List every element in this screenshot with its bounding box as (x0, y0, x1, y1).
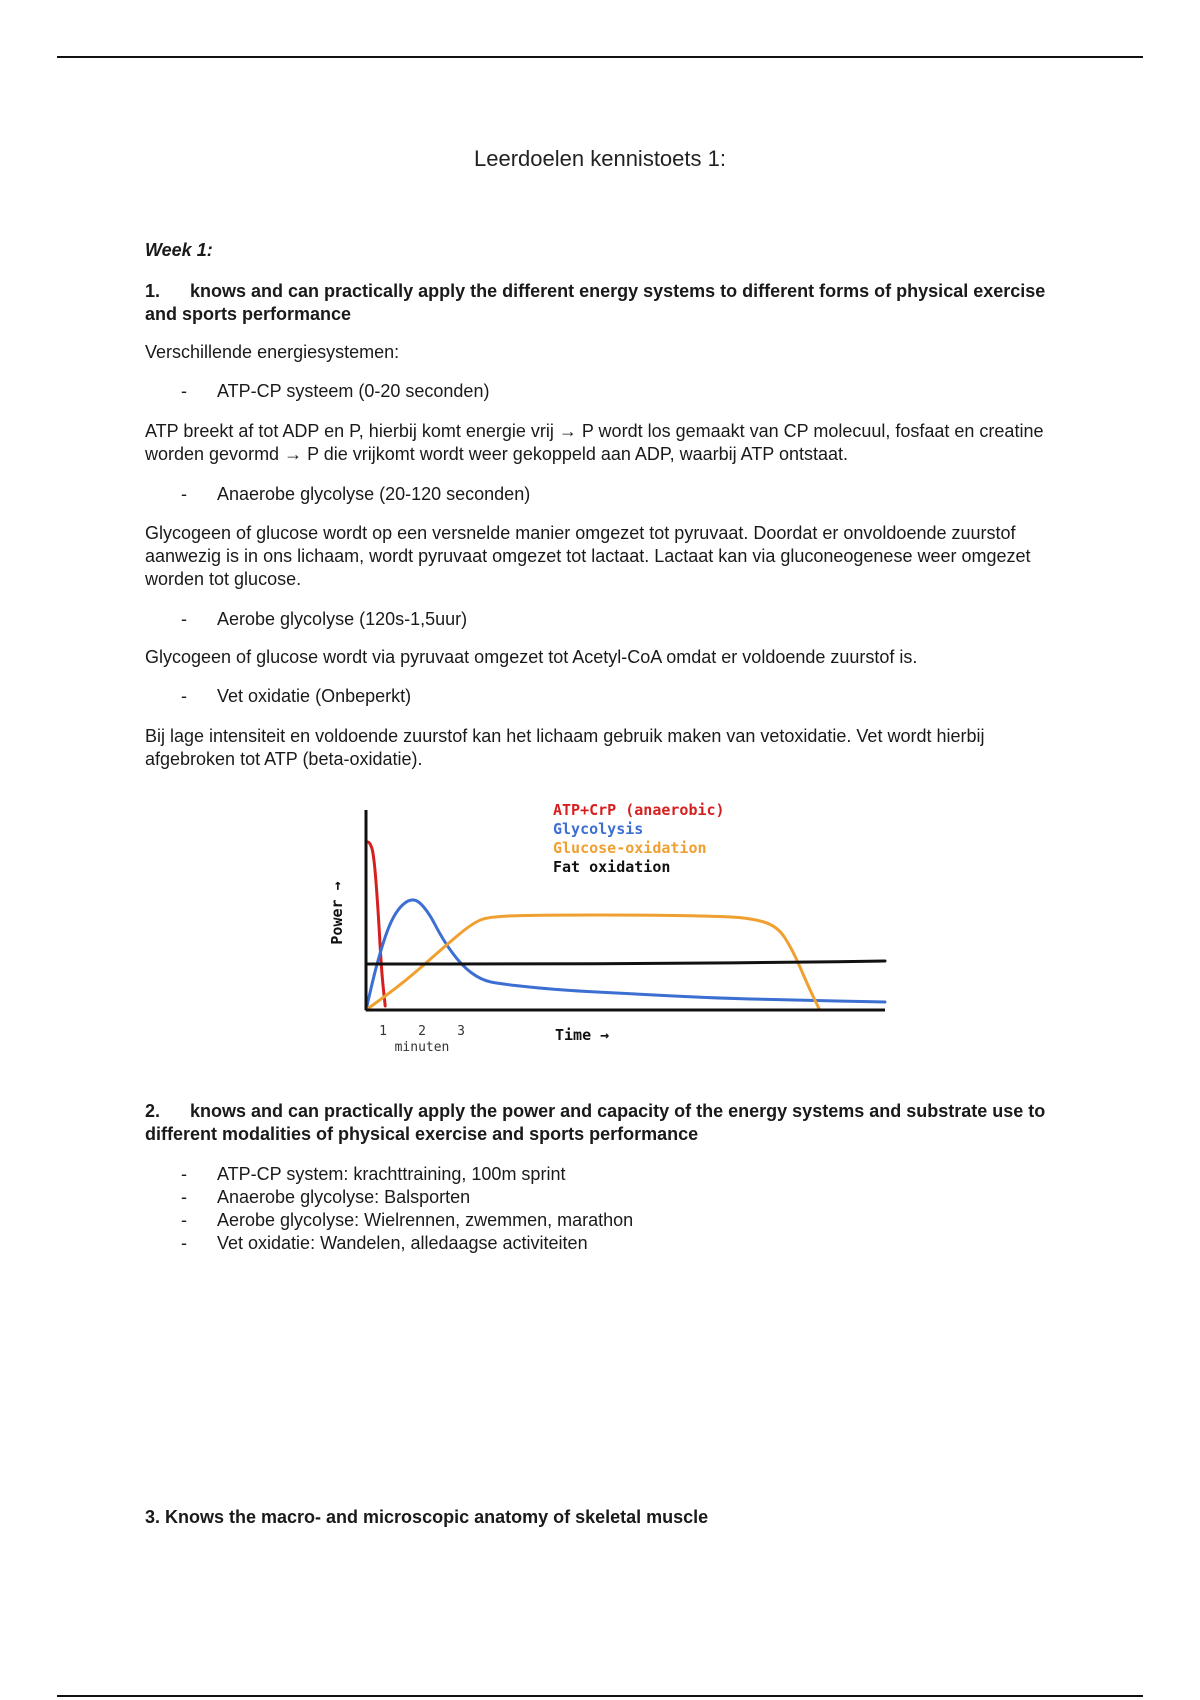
x-unit-label: minuten (394, 1040, 450, 1055)
footer-rule (57, 1695, 1143, 1697)
legend-entry-glycolysis: Glycolysis (553, 820, 644, 838)
series-line-fat-oxidation (366, 961, 885, 964)
list-item: - ATP-CP system: krachttraining, 100m sprint (181, 1164, 566, 1184)
learning-goal-3: 3. Knows the macro- and microscopic anatomy of skeletal muscle (145, 1507, 709, 1527)
week-heading: Week 1: (145, 240, 213, 260)
list-item: - Aerobe glycolyse: Wielrennen, zwemmen, marathon (181, 1210, 634, 1230)
x-tick-label: 1 (379, 1024, 387, 1039)
goal-number: 1. (145, 281, 161, 301)
page-title: Leerdoelen kennistoets 1: (474, 146, 726, 171)
x-tick-label: 3 (457, 1024, 465, 1039)
modalities-list (181, 1163, 633, 1255)
x-tick-label: 2 (418, 1024, 426, 1039)
legend-entry-atp: ATP+CrP (anaerobic) (553, 801, 725, 819)
systems-intro: Verschillende energiesystemen: (145, 342, 400, 362)
list-item: - Anaerobe glycolyse: Balsporten (181, 1187, 471, 1207)
learning-goal-1 (145, 280, 1075, 326)
list-item: - ATP-CP systeem (0-20 seconden) (181, 381, 490, 401)
list-item: - Vet oxidatie (Onbeperkt) (181, 686, 412, 706)
chart-svg (320, 795, 900, 1060)
goal-number: 2. (145, 1101, 161, 1121)
goal-text: knows and can practically apply the different energy systems to different forms of physical exercise and sports performance (145, 281, 1046, 324)
system-description: Bij lage intensiteit en voldoende zuurstof kan het lichaam gebruik maken van vetoxidatie. Vet wordt hierbij afgebroken tot ATP (beta-oxidatie). (145, 726, 985, 769)
system-description: ATP breekt af tot ADP en P, hierbij komt energie vrij → P wordt los gemaakt van CP molecuul, fosfaat en creatine worden gevormd → P die vrijkomt wordt weer gekoppeld aan ADP, waarbij ATP ontstaat. (145, 421, 1044, 464)
system-title: Vet oxidatie (Onbeperkt) (217, 686, 412, 706)
header-rule (57, 56, 1143, 58)
series-line-atp-crp (366, 842, 385, 1006)
list-item: - Vet oxidatie: Wandelen, alledaagse activiteiten (181, 1233, 588, 1253)
system-title: Anaerobe glycolyse (20-120 seconden) (217, 484, 531, 504)
system-title: Aerobe glycolyse (120s-1,5uur) (217, 609, 468, 629)
system-description: Glycogeen of glucose wordt op een versnelde manier omgezet tot pyruvaat. Doordat er onvoldoende zuurstof aanwezig is in ons lichaam, wordt pyruvaat omgezet tot lactaat. Lactaat kan via gluconeogenese weer omgezet worden tot glucose. (145, 523, 1031, 589)
goal-text: knows and can practically apply the power and capacity of the energy systems and substrate use to different modalities of physical exercise and sports performance (145, 1101, 1046, 1144)
system-title: ATP-CP systeem (0-20 seconden) (217, 381, 490, 401)
list-item: - Anaerobe glycolyse (20-120 seconden) (181, 484, 531, 504)
y-axis-label: Power → (328, 881, 346, 945)
system-description: Glycogeen of glucose wordt via pyruvaat omgezet tot Acetyl-CoA omdat er voldoende zuurstof is. (145, 647, 918, 667)
legend-entry-fat-oxidation: Fat oxidation (553, 858, 671, 876)
legend-entry-glucose-oxidation: Glucose-oxidation (553, 839, 707, 857)
learning-goal-2 (145, 1100, 1075, 1146)
energy-systems-chart (320, 795, 900, 1060)
x-axis-label: Time → (555, 1026, 610, 1044)
list-item: - Aerobe glycolyse (120s-1,5uur) (181, 609, 468, 629)
